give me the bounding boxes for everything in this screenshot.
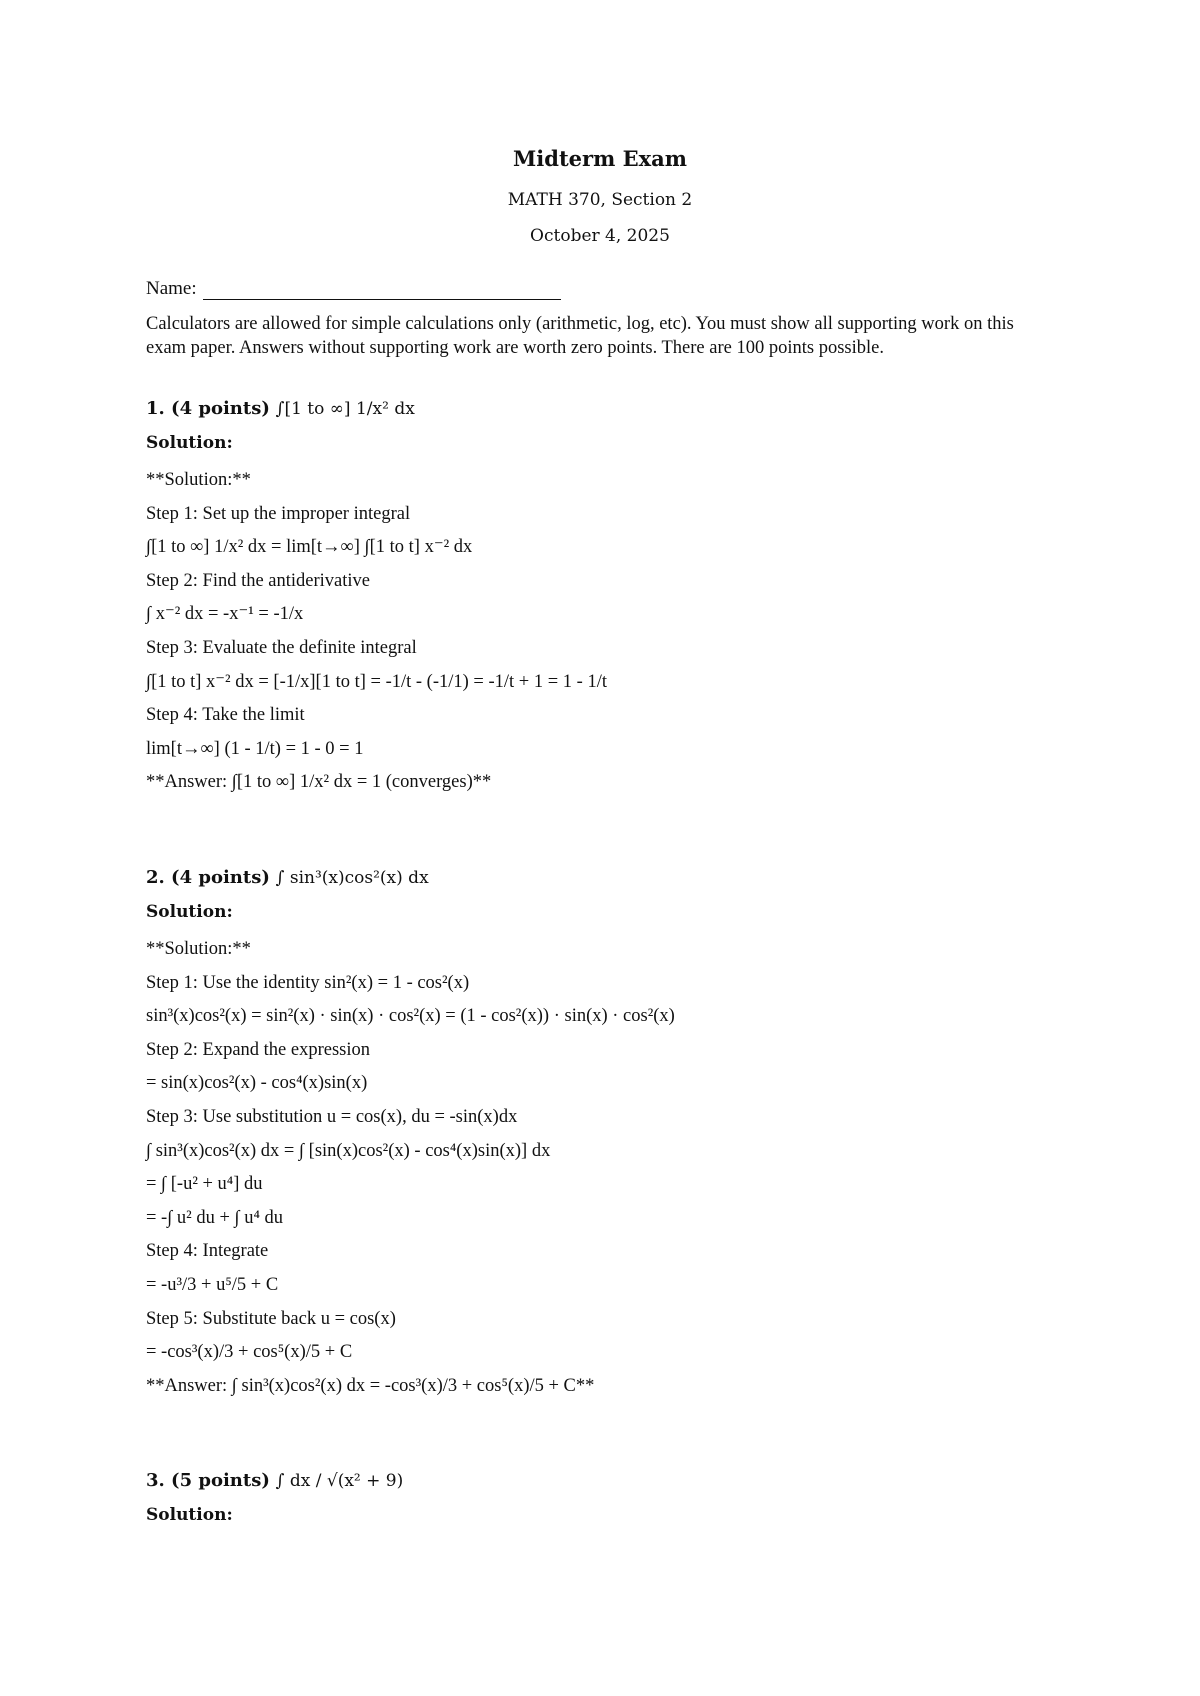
name-field-line[interactable]	[203, 281, 561, 300]
instructions: Calculators are allowed for simple calculations only (arithmetic, log, etc). You must show all supporting work on this exam paper. Answers without supporting work are worth zero points. There are 100 points possible.	[146, 314, 1014, 358]
question-1-solution-label: Solution:	[146, 433, 233, 453]
exam-date: October 4, 2025	[530, 226, 670, 246]
solution-line: Step 1: Set up the improper integral	[146, 503, 411, 524]
solution-line: ∫ x⁻² dx = -x⁻¹ = -1/x	[146, 604, 304, 625]
solution-line: Step 2: Find the antiderivative	[146, 570, 371, 591]
solution-line: ∫[1 to t] x⁻² dx = [-1/x][1 to t] = -1/t - (-1/1) = -1/t + 1 = 1 - 1/t	[146, 671, 607, 692]
question-3-number: 3. (5 points)	[146, 1470, 270, 1491]
question-2-solution-lines	[146, 933, 675, 1403]
question-1-solution-lines	[146, 464, 607, 800]
solution-line: = -∫ u² du + ∫ u⁴ du	[146, 1207, 284, 1228]
question-2-heading	[146, 867, 429, 888]
question-3-heading	[146, 1470, 403, 1491]
solution-line: Step 3: Evaluate the definite integral	[146, 637, 417, 658]
solution-line: lim[t→∞] (1 - 1/t) = 1 - 0 = 1	[146, 738, 364, 759]
solution-line: Step 4: Take the limit	[146, 705, 305, 726]
question-1-problem: ∫[1 to ∞] 1/x² dx	[275, 399, 415, 419]
question-2-solution-label: Solution:	[146, 902, 233, 922]
course-section: MATH 370, Section 2	[507, 190, 693, 210]
solution-line: = sin(x)cos²(x) - cos⁴(x)sin(x)	[146, 1073, 368, 1094]
solution-line: sin³(x)cos²(x) = sin²(x) · sin(x) · cos²(x) = (1 - cos²(x)) · sin(x) · cos²(x)	[146, 1006, 675, 1027]
question-1-number: 1. (4 points)	[146, 398, 270, 419]
solution-line: = -u³/3 + u⁵/5 + C	[146, 1274, 279, 1295]
solution-line: **Solution:**	[146, 939, 251, 959]
solution-line: Step 5: Substitute back u = cos(x)	[146, 1308, 396, 1329]
solution-line: ∫[1 to ∞] 1/x² dx = lim[t→∞] ∫[1 to t] x⁻² dx	[146, 537, 473, 558]
solution-line: ∫ sin³(x)cos²(x) dx = ∫ [sin(x)cos²(x) - cos⁴(x)sin(x)] dx	[146, 1140, 551, 1161]
name-row	[146, 278, 561, 300]
solution-line: **Solution:**	[146, 470, 251, 490]
question-3-problem: ∫ dx / √(x² + 9)	[275, 1471, 404, 1491]
solution-line: Step 2: Expand the expression	[146, 1039, 371, 1060]
question-2-problem: ∫ sin³(x)cos²(x) dx	[275, 868, 429, 888]
question-1-heading	[146, 398, 415, 419]
question-3-solution-label: Solution:	[146, 1505, 233, 1525]
solution-line: Step 1: Use the identity sin²(x) = 1 - cos²(x)	[146, 972, 470, 993]
name-label: Name:	[146, 278, 197, 299]
solution-line: Step 4: Integrate	[146, 1241, 269, 1262]
page-title: Midterm Exam	[513, 146, 687, 171]
solution-line: = -cos³(x)/3 + cos⁵(x)/5 + C	[146, 1342, 353, 1363]
solution-line: **Answer: ∫ sin³(x)cos²(x) dx = -cos³(x)/3 + cos⁵(x)/5 + C**	[146, 1375, 595, 1396]
solution-line: **Answer: ∫[1 to ∞] 1/x² dx = 1 (converges)**	[146, 772, 492, 793]
solution-line: Step 3: Use substitution u = cos(x), du = -sin(x)dx	[146, 1106, 518, 1127]
question-2-number: 2. (4 points)	[146, 867, 270, 888]
solution-line: = ∫ [-u² + u⁴] du	[146, 1174, 263, 1195]
